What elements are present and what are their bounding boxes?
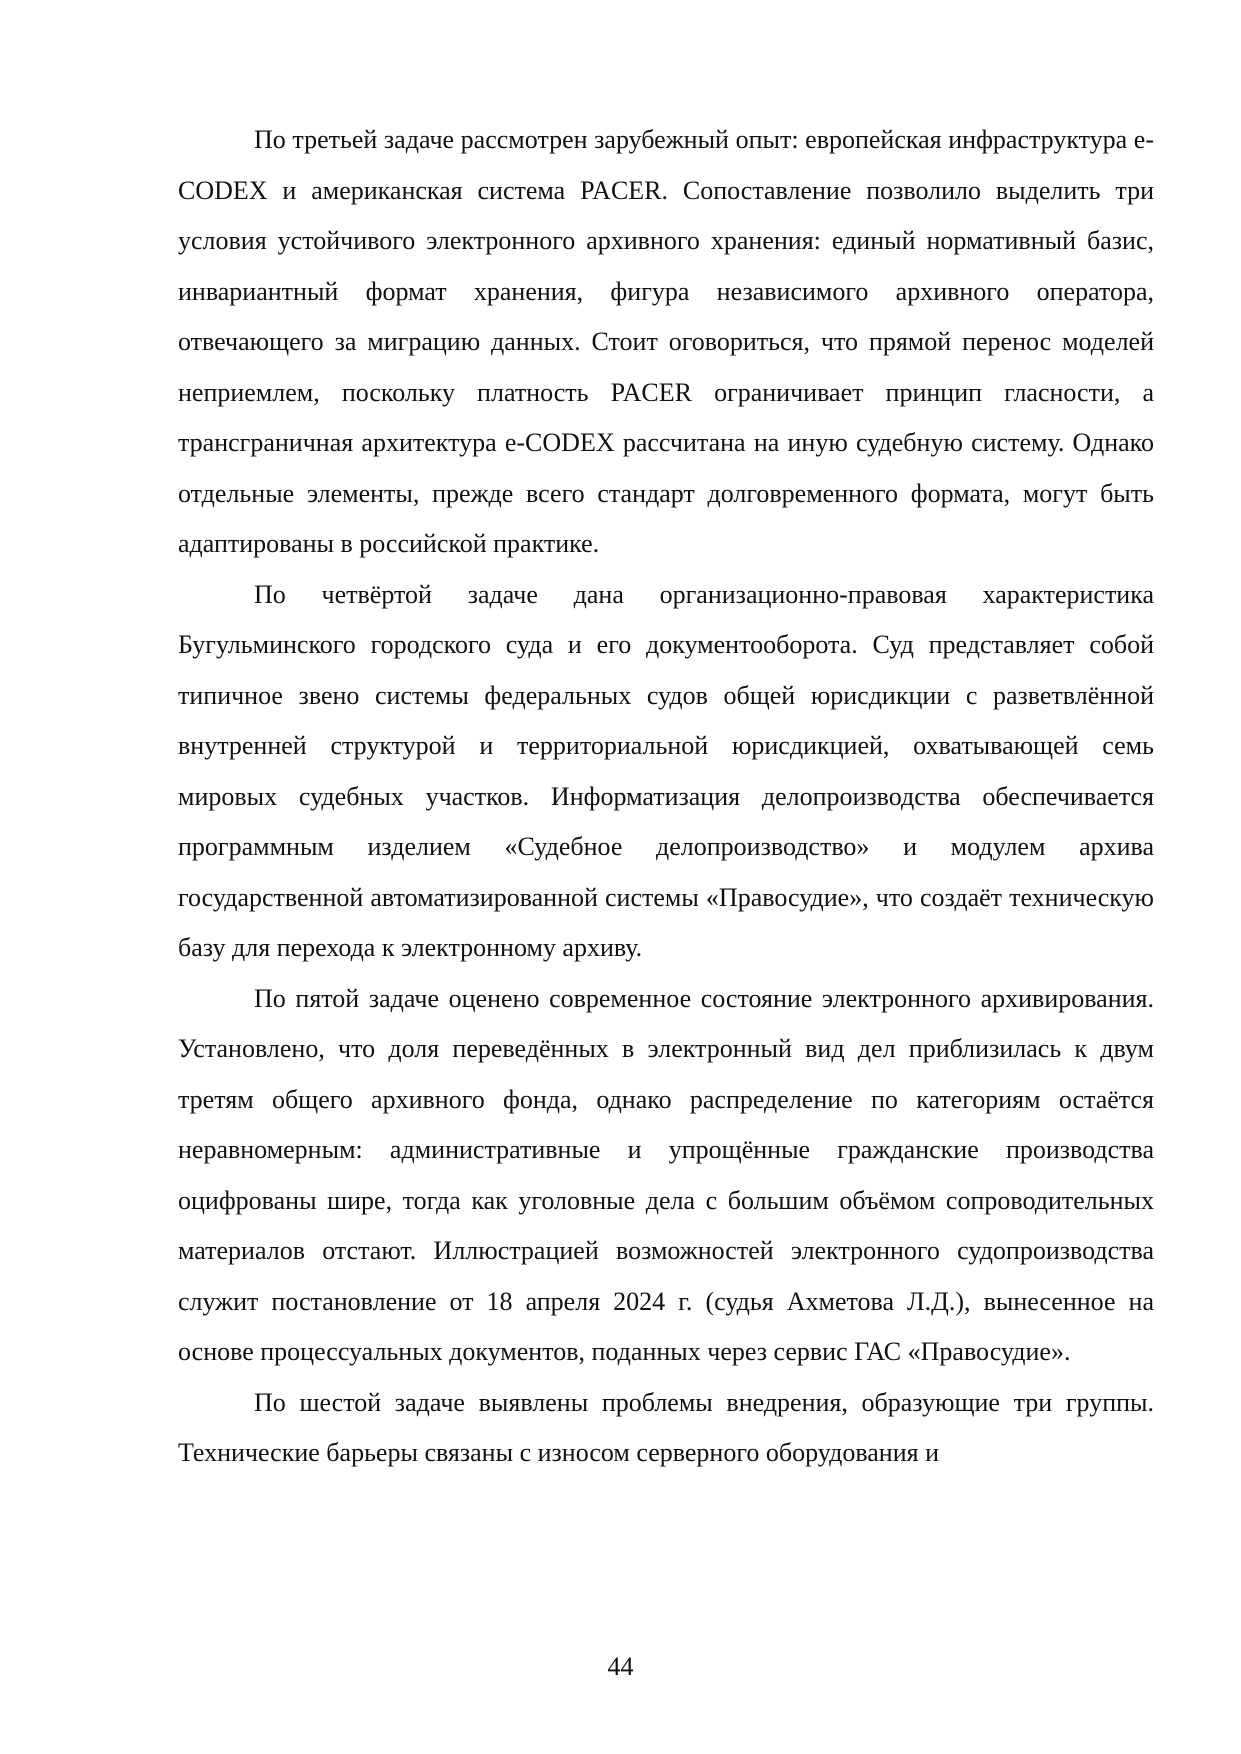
body-text — [178, 115, 1154, 1479]
paragraph: По четвёртой задаче дана организационно-правовая характеристика Бугульминского городского суда и его документооборота. Суд представляет собой типичное звено системы федеральных судов общей юрисдикции с разветвлённой внутренней структурой и территориальной юрисдикцией, охватывающей семь мировых судебных участков. Информатизация делопроизводства обеспечивается программным изделием «Судебное делопроизводство» и модулем архива государственной автоматизированной системы «Правосудие», что создаёт техническую базу для перехода к электронному архиву. — [178, 579, 1154, 962]
paragraph: По пятой задаче оценено современное состояние электронного архивирования. Установлено, что доля переведённых в электронный вид дел приблизилась к двум третям общего архивного фонда, однако распределение по категориям остаётся неравномерным: административные и упрощённые гражданские производства оцифрованы шире, тогда как уголовные дела с большим объёмом сопроводительных материалов отстают. Иллюстрацией возможностей электронного судопроизводства служит постановление от 18 апреля 2024 г. (судья Ахметова Л.Д.), вынесенное на основе процессуальных документов, поданных через сервис ГАС «Правосудие». — [178, 983, 1154, 1366]
paragraph: По третьей задаче рассмотрен зарубежный опыт: европейская инфраструктура e-CODEX и американская система PACER. Сопоставление позволило выделить три условия устойчивого электронного архивного хранения: единый нормативный базис, инвариантный формат хранения, фигура независимого архивного оператора, отвечающего за миграцию данных. Стоит оговориться, что прямой перенос моделей неприемлем, поскольку платность PACER ограничивает принцип гласности, а трансграничная архитектура e-CODEX рассчитана на иную судебную систему. Однако отдельные элементы, прежде всего стандарт долговременного формата, могут быть адаптированы в российской практике. — [178, 125, 1154, 558]
paragraph: По шестой задаче выявлены проблемы внедрения, образующие три группы. Технические барьеры связаны с износом серверного оборудования и — [178, 1387, 1154, 1467]
page-number: 44 — [607, 1652, 634, 1681]
